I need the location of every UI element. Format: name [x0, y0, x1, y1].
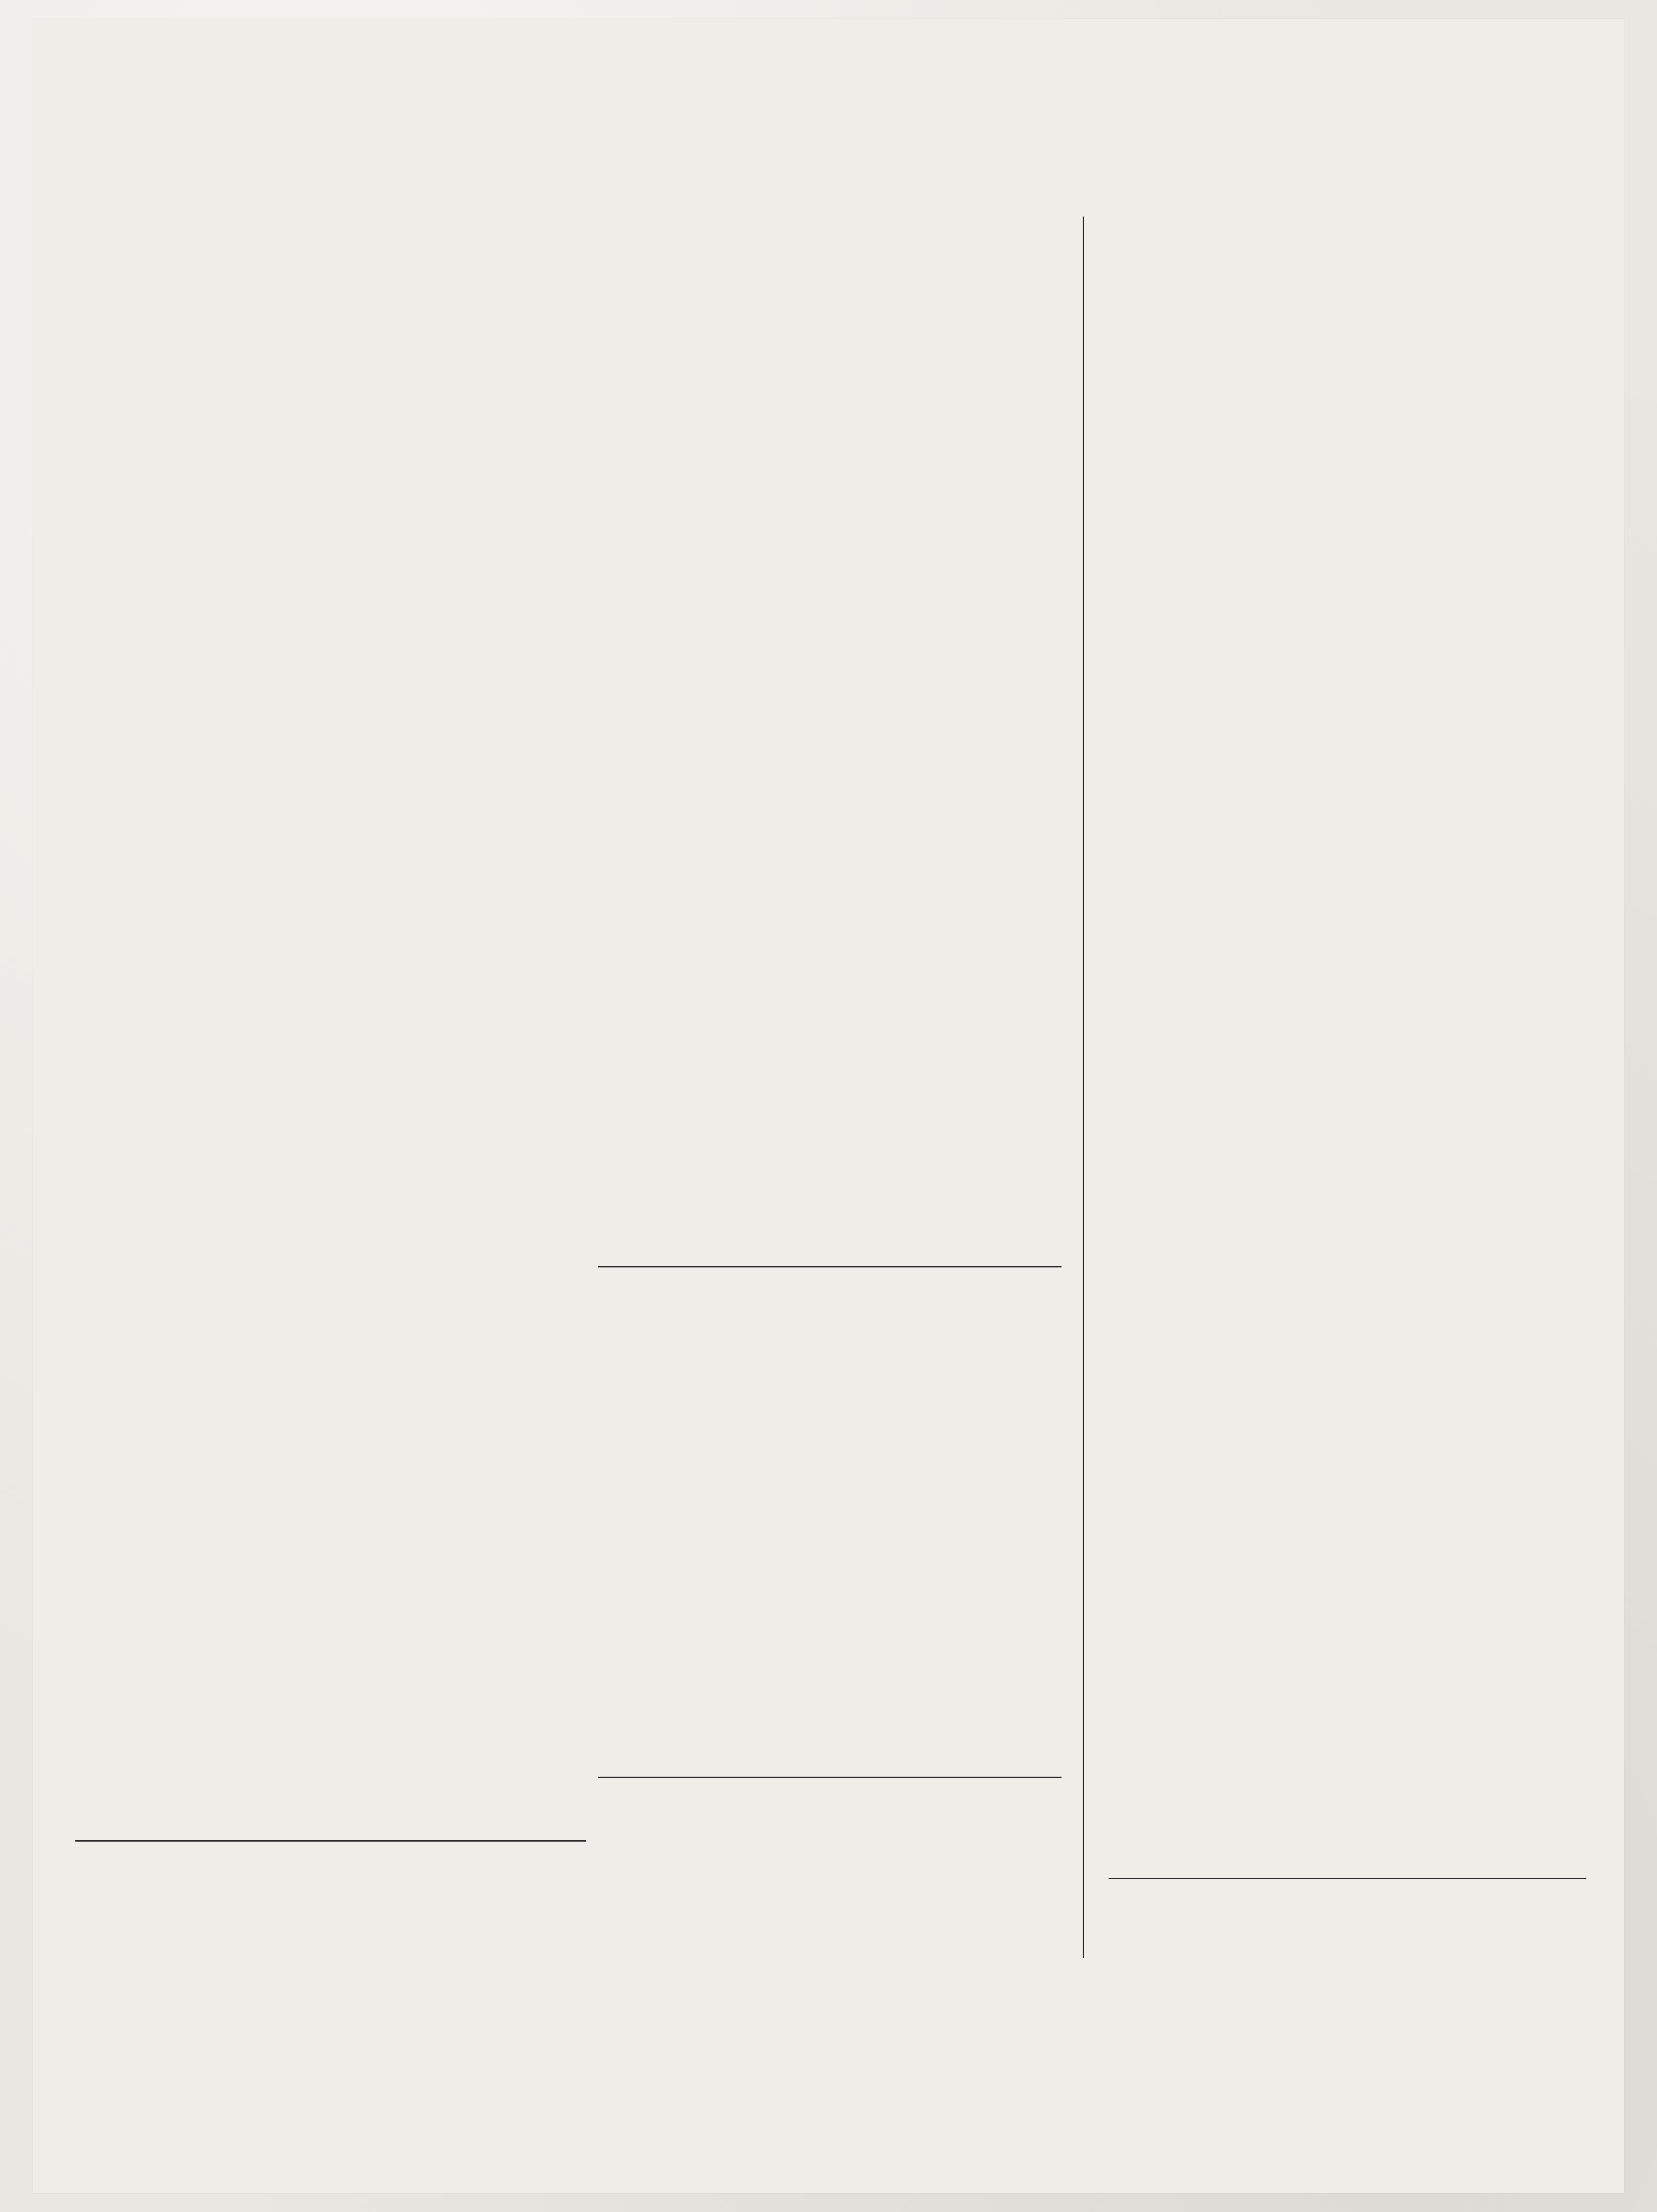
newspaper-sheet: [33, 19, 1624, 2193]
estatuto-top-rule: [598, 1777, 1062, 1778]
column-divider-right: [1083, 216, 1084, 1958]
miss-julie-top-rule: [598, 1266, 1062, 1267]
cannes-top-rule: [75, 1840, 586, 1842]
cervantes-top-rule: [1109, 1878, 1586, 1879]
